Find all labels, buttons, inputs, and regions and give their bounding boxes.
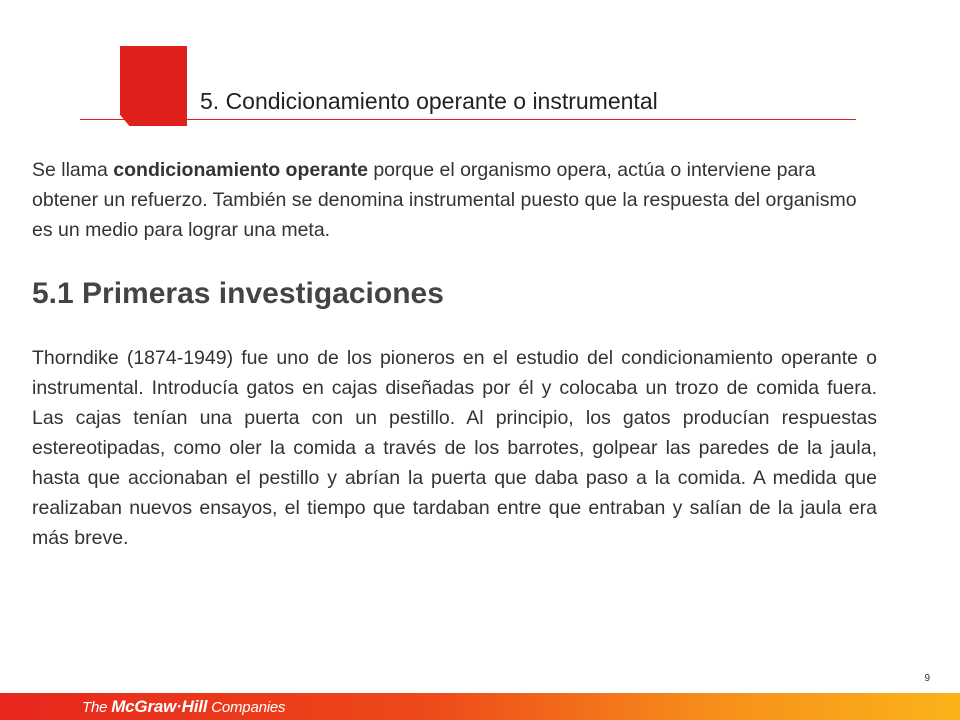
logo-suffix: Companies (207, 699, 286, 716)
intro-rest: porque el organismo opera, actúa o interviene para obtener un refuerzo. También se denomina instrumental puesto que la respuesta del organismo es un medio para lograr una meta. (32, 159, 857, 241)
logo-brand: McGraw·Hill (111, 697, 208, 716)
intro-paragraph (32, 155, 880, 245)
intro-bold-term: condicionamiento operante (113, 159, 368, 181)
logo-prefix: The (82, 699, 112, 716)
section-paragraph: Thorndike (1874-1949) fue uno de los pioneros en el estudio del condicionamiento operante o instrumental. Introducía gatos en cajas diseñadas por él y colocaba un trozo de comida fuera. Las cajas tenían una puerta con un pestillo. Al principio, los gatos producían respuestas estereotipadas, como oler la comida a través de los barrotes, golpear las paredes de la jaula, hasta que accionaban el pestillo y abrían la puerta que daba paso a la comida. A medida que realizaban nuevos ensayos, el tiempo que tardaban entre que entraban y salían de la jaula era más breve. (32, 347, 877, 549)
slide-title: 5. Condicionamiento operante o instrumental (200, 88, 658, 114)
section-heading: 5.1 Primeras investigaciones (32, 277, 444, 310)
intro-lead: Se llama (32, 159, 114, 181)
title-underline (80, 119, 856, 120)
publisher-logo (82, 697, 285, 717)
footer-band (0, 693, 960, 720)
red-tab-decoration (120, 46, 187, 126)
page-number: 9 (924, 673, 930, 684)
